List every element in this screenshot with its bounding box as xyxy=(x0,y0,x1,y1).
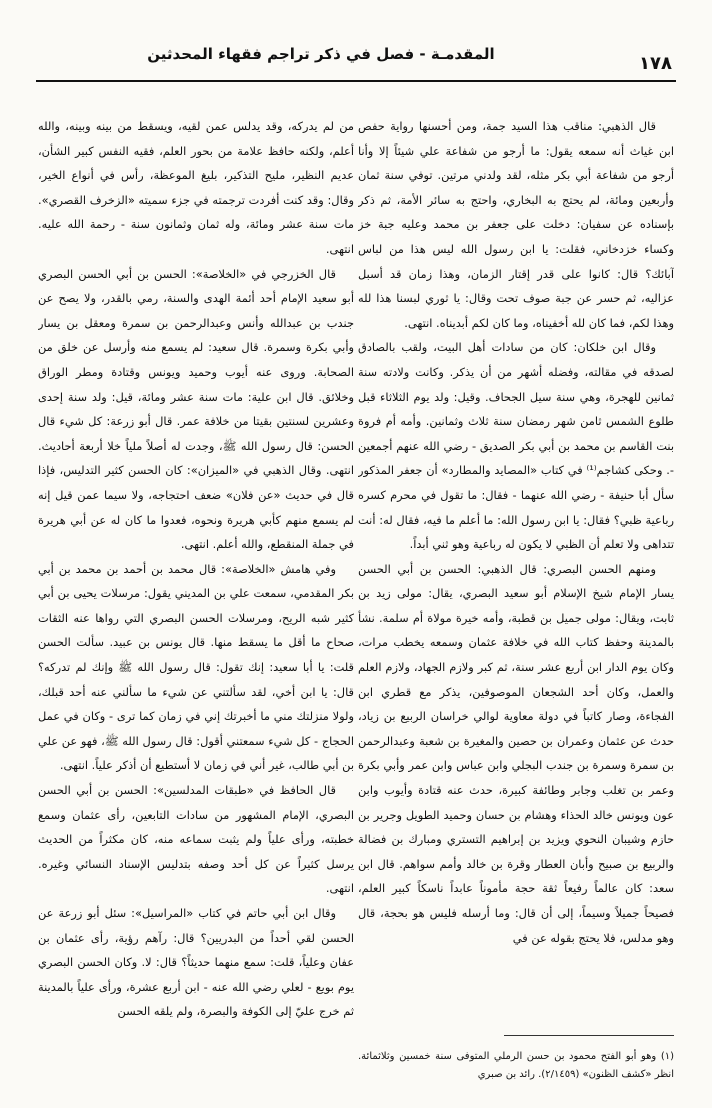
right-column xyxy=(358,114,674,1022)
footnote-rule xyxy=(504,1035,674,1036)
footnote: (١) وهو أبو الفتح محمود بن حسن الرملي المتوفى سنة خمسين وثلاثمائة. انظر «كشف الظنون» (٢/١٤٥٩). رائد بن صبري xyxy=(358,1051,674,1080)
page-header xyxy=(36,34,676,74)
header-rule xyxy=(36,80,676,82)
paragraph: وقال ابن أبي حاتم في كتاب «المراسيل»: سئل أبو زرعة عن الحسن لقي أحداً من البدريين؟ قال: رآهم رؤية، رأى عثمان بن عفان وعلياً، قلت: سمع منهما حديثاً؟ قال: لا. وكان الحسن البصري يوم بويع - لعلي رضي الله عنه - ابن أربع عشرة، ورأى علياً بالمدينة ثم خرج عليّ إلى الكوفة والبصرة، ولم يلقه الحسن xyxy=(38,906,354,1019)
paragraph: قال الذهبي: مناقب هذا السيد جمة، ومن أحسنها رواية حفص ابن غياث أنه سمعه يقول: ما أرجو من شفاعة علي شيئاً إلا وأنا أرجو من شفاعة أبي بكر مثله، لقد ولدني مرتين. توفي سنة ثمان وأربعين ومائة، لم يحتج به البخاري، واحتج به سائر الأمة، ثم ذكر بإسناده عن سفيان: دخلت على جعفر بن محمد وعليه جبة خز وكساء خزدخاني، فقلت: يا ابن رسول الله ليس هذا من لباس آبائك؟ قال: كانوا على قدر إقتار الزمان، وهذا زمان قد أسبل عزاليه، ثم حسر عن جبة صوف تحت وقال: يا ثوري لبسنا هذا لله وهذا لكم، فما كان لله أخفيناه، وما كان لكم أبديناه. انتهى. xyxy=(358,119,674,330)
paragraph: ومنهم الحسن البصري: قال الذهبي: الحسن بن أبي الحسن يسار الإمام شيخ الإسلام أبو سعيد البصري، يقال: مولى زيد بن ثابت، ويقال: مولى جميل بن قطبة، وأمه خيرة مولاة أم سلمة. نشأ بالمدينة وحفظ كتاب الله في خلافة عثمان وسمعه يخطب مرات، وكان يوم الدار ابن أربع عشر سنة، ثم كبر ولازم الجهاد، ولازم العلم والعمل، وكان أحد الشجعان الموصوفين، يذكر مع قطري ابن الفجاءة، وصار كاتباً في دولة معاوية لوالي خراسان الربيع بن زياد، حدث عن عثمان وعمران بن حصين والمغيرة بن شعبة وعبدالرحمن بن سمرة وسمرة بن جندب البجلي وابن عباس وابن عمر وأبي بكرة وعمر بن تغلب وجابر وطائفة كبيرة، حدث عنه قتادة وأيوب وابن عون ويونس خالد الحذاء وهشام بن حسان وحميد الطويل وجرير بن حازم وشيبان النحوي ويزيد بن إبراهيم التستري ومبارك بن فضالة والربيع بن صبيح وأبان العطار وقرة بن خالد وأمم سواهم. قال ابن سعد: كان عالماً رفيعاً ثقة حجة مأموناً عابداً ناسكاً كبير العلم، فصيحاً جميلاً وسيماً، إلى أن قال: وما أرسله فليس هو بحجة، قال وهو مدلس، فلا يحتج بقوله عن في xyxy=(358,561,674,945)
paragraph: من لم يدركه، وقد يدلس عمن لقيه، ويسقط من بينه وبينه، والله أعلم، ولكنه حافظ علامة من بحور العلم، فقيه النفس كبير الشأن، عديم النظير، مليح التذكير، بليغ الموعظة، رأس في أنواع الخير، وقال: وقد كنت أفردت ترجمته في جزء سميته «الزخرف القصري». مات سنة عشر ومائة، وله ثمان وثمانون سنة - رحمة الله عليه. انتهى. xyxy=(38,119,354,256)
left-column xyxy=(38,114,354,1022)
paragraph: قال الخزرجي في «الخلاصة»: الحسن بن أبي الحسن البصري أبو سعيد الإمام أحد أئمة الهدى والسنة، رمي بالقدر، ولا يصح عن جندب بن عبدالله وأنس وعبدالرحمن بن سمرة ومعقل بن يسار وأبي بكرة وسمرة. قال سعيد: لم يسمع منه وأرسل عن خلق من الصحابة. وروى عنه أيوب وحميد ويونس وقتادة ومطر الوراق وخلائق. قال ابن علية: مات سنة عشر ومائة، قيل: ولد سنة إحدى وعشرين لسنتين بقيتا من خلافة عمر. قال أبو زرعة: كل شيء قال الحسن: قال رسول الله ﷺ، وجدت له أصلاً ملياً خلا أربعة أحاديث. انتهى. وقال الذهبي في «الميزان»: كان الحسن كثير التدليس، فإذا قال في حديث «عن فلان» ضعف احتجاجه، ولا سيما عمن قيل إنه لم يسمع منهم كأبي هريرة ونحوه، فعدوا ما كان له عن أبي هريرة في جملة المنقطع، والله أعلم. انتهى. xyxy=(38,266,354,552)
paragraph: قال الحافظ في «طبقات المدلسين»: الحسن بن أبي الحسن البصري، الإمام المشهور من سادات التابعين، رأى عثمان وسمع خطبته، ورأى علياً ولم يثبت سماعه منه، كان مكثراً من الحديث يرسل كثيراً عن كل أحد وصفه بتدليس الإسناد النسائي وغيره. انتهى. xyxy=(38,783,354,896)
running-title: المقدمـة - فصل في ذكر تراجم فقهاء المحدثين xyxy=(147,45,495,63)
page-number: ١٧٨ xyxy=(639,53,672,74)
paragraph: وقال ابن خلكان: كان من سادات أهل البيت، ولقب بالصادق لصدقه في مقالته، وفضله أشهر من أن يذكر. وكانت ولادته سنة ثمانين للهجرة، وهي سنة سيل الجحاف. وقيل: ولد يوم الثلاثاء قبل طلوع الشمس ثامن شهر رمضان سنة ثلاث وثمانين. وأمه أم فروة بنت القاسم بن محمد بن أبي بكر الصديق - رضي الله عنهم أجمعين -. وحكى كشاجم⁽¹⁾ في كتاب «المصايد والمطارد» أن جعفر المذكور سأل أبا حنيفة - رضي الله عنهما - فقال: ما تقول في محرم كسره رباعية ظبي؟ فقال: يا ابن رسول الله: ما أعلم ما فيه، فقال له: أنت تتداهى ولا تعلم أن الظبي لا يكون له رباعية وهو ثني أبداً. xyxy=(358,340,674,552)
paragraph: وفي هامش «الخلاصة»: قال محمد بن أحمد بن محمد بن أبي بكر المقدمي، سمعت علي بن المديني يقول: مرسلات يحيى بن أبي كثير شبه الريح، ومرسلات الحسن البصري التي رواها عنه الثقات صحاح ما أقل ما يسقط منها. قال يونس بن عبيد. سألت الحسن قلت: يا أبا سعيد: إنك تقول: قال رسول الله ﷺ وإنك لم تدركه؟ قال: يا ابن أخي، لقد سألتني عن شيء ما سألني عنه أحد قبلك، ولولا منزلتك مني ما أخبرتك إني في زمان كما ترى - وكان في عمل الحجاج - كل شيء سمعتني أقول: قال رسول الله ﷺ، فهو عن علي بن أبي طالب، غير أني في زمان لا أستطيع أن أذكر علياً. انتهى. xyxy=(38,561,354,773)
